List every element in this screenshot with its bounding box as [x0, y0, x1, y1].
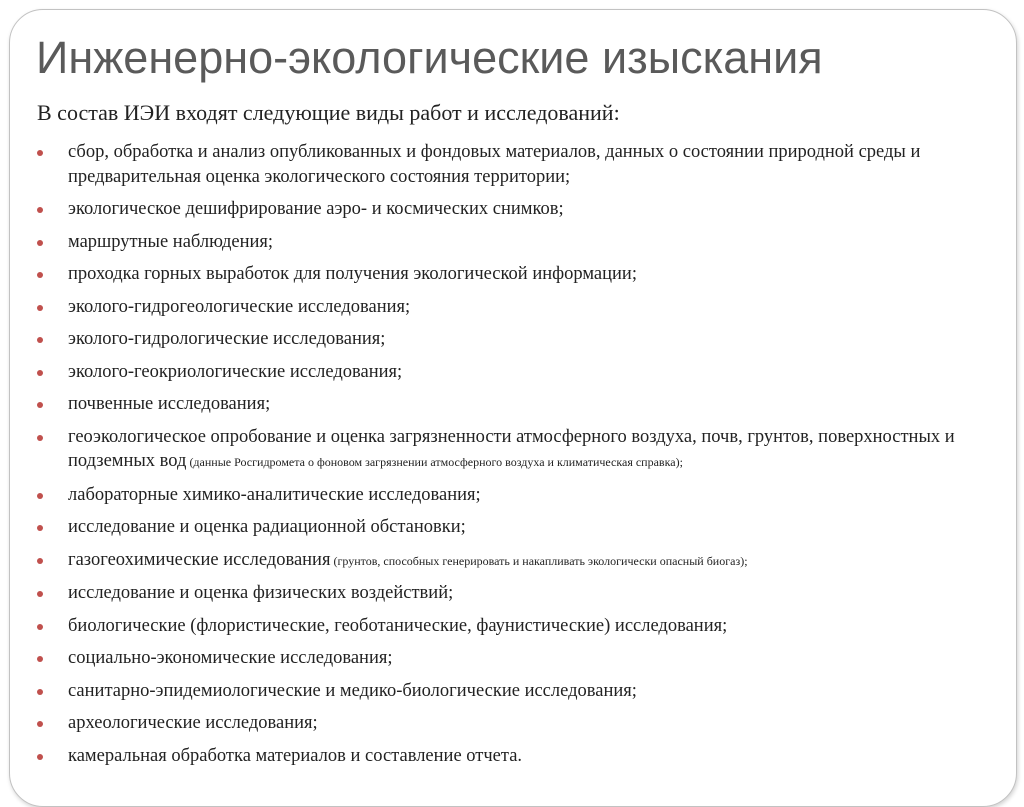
item-text: геоэкологическое опробование и оценка загрязненности атмосферного воздуха, почв, грунтов, поверхностных и подземных вод: [68, 426, 955, 471]
list-item: [37, 515, 1012, 540]
list-item: [37, 483, 1012, 508]
item-text: сбор, обработка и анализ опубликованных и фондовых материалов, данных о состоянии природной среды и предварительная оценка экологического состояния территории;: [68, 142, 921, 187]
item-text: почвенные исследования;: [68, 394, 271, 414]
slide-title: Инженерно-экологические изыскания: [36, 32, 823, 83]
item-text: камеральная обработка материалов и составление отчета.: [68, 745, 523, 766]
work-types-list: [37, 140, 1012, 776]
bullet-icon: [37, 591, 43, 597]
list-item: [37, 679, 1012, 704]
item-text: эколого-геокриологические исследования;: [68, 361, 403, 382]
list-item: [37, 140, 1012, 189]
item-note: (данные Росгидромета о фоновом загрязнении атмосферного воздуха и климатическая справка);: [186, 455, 683, 469]
bullet-icon: [37, 558, 43, 564]
item-text: санитарно-эпидемиологические и медико-биологические исследования;: [68, 680, 637, 701]
list-item: [37, 581, 1012, 606]
list-item: [37, 614, 1012, 639]
item-text: эколого-гидрогеологические исследования;: [68, 296, 411, 317]
bullet-icon: [37, 525, 43, 531]
list-item: [37, 425, 1012, 475]
list-item: [37, 548, 1012, 574]
item-text: биологические (флористические, геоботанические, фаунистические) исследования;: [68, 615, 728, 636]
bullet-icon: [37, 624, 43, 630]
list-item: [37, 646, 1012, 671]
bullet-icon: [37, 305, 43, 311]
item-text: археологические исследования;: [68, 713, 318, 733]
item-note: (грунтов, способных генерировать и накапливать экологически опасный биогаз);: [330, 553, 748, 568]
list-item: [37, 295, 1012, 320]
bullet-icon: [37, 370, 43, 376]
intro-text: В состав ИЭИ входят следующие виды работ и исследований:: [37, 100, 620, 125]
list-item: [37, 230, 1012, 255]
list-item: [37, 744, 1012, 769]
bullet-icon: [37, 150, 43, 156]
list-item: [37, 327, 1012, 352]
list-item: [37, 711, 1012, 736]
bullet-icon: [37, 754, 43, 760]
item-text: газогеохимические исследования: [68, 549, 331, 570]
item-text: социально-экономические исследования;: [68, 648, 393, 668]
bullet-icon: [37, 337, 43, 343]
bullet-icon: [37, 402, 43, 408]
bullet-icon: [37, 656, 43, 662]
list-item: [37, 360, 1012, 385]
bullet-icon: [37, 240, 43, 246]
item-text: эколого-гидрологические исследования;: [68, 329, 386, 349]
bullet-icon: [37, 689, 43, 695]
bullet-icon: [37, 207, 43, 213]
bullet-icon: [37, 435, 43, 441]
bullet-icon: [37, 493, 43, 499]
item-text: экологическое дешифрирование аэро- и космических снимков;: [68, 199, 564, 219]
list-item: [37, 197, 1012, 222]
bullet-icon: [37, 272, 43, 278]
item-text: маршрутные наблюдения;: [68, 231, 274, 252]
item-text: исследование и оценка физических воздействий;: [68, 583, 454, 603]
list-item: [37, 262, 1012, 287]
bullet-icon: [37, 721, 43, 727]
list-item: [37, 392, 1012, 417]
item-text: лабораторные химико-аналитические исследования;: [68, 484, 481, 505]
item-text: проходка горных выработок для получения экологической информации;: [68, 264, 637, 284]
item-text: исследование и оценка радиационной обстановки;: [68, 517, 466, 537]
